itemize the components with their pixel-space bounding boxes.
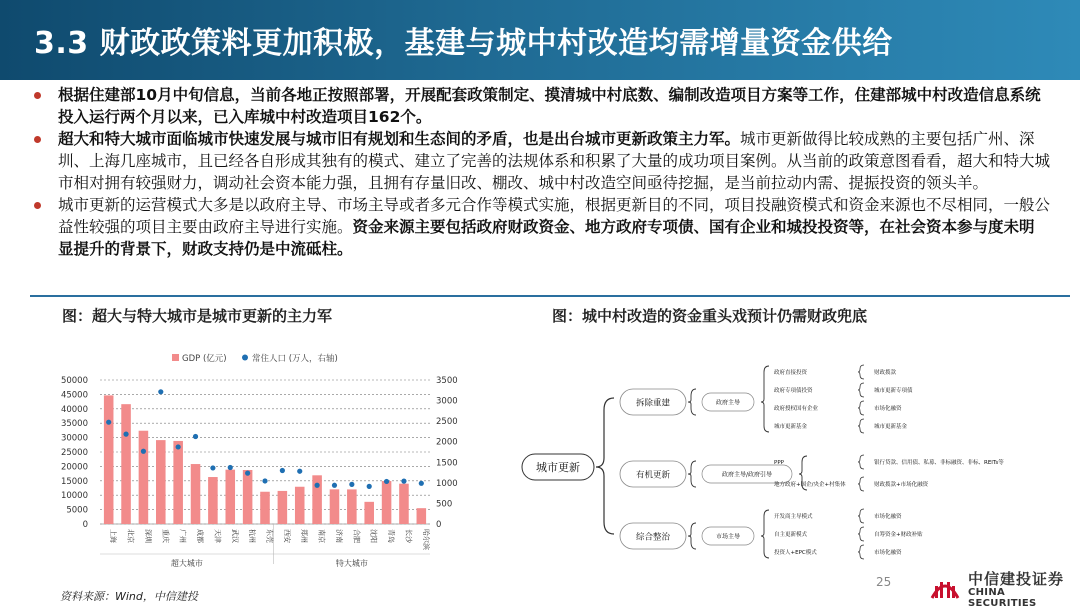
y-left-tick-label: 40000 — [60, 404, 88, 415]
x-tick-label: 天津 — [213, 529, 222, 543]
x-tick-label: 青岛 — [387, 529, 396, 543]
source-note: 资料来源：Wind，中信建投 — [60, 590, 198, 603]
group-label: 特大城市 — [335, 559, 368, 568]
y-left-tick-label: 20000 — [60, 462, 88, 473]
legend-dot-swatch — [242, 355, 248, 361]
y-right-tick-label: 3000 — [436, 396, 458, 407]
funding-source-label: 市场化融资 — [874, 406, 902, 412]
population-dot — [193, 434, 198, 439]
population-dot — [228, 465, 233, 470]
branch-node-label: 综合整治 — [635, 532, 671, 543]
branch-brace — [688, 523, 696, 549]
gdp-bar — [104, 395, 114, 524]
population-dot — [176, 444, 181, 449]
gdp-bar — [139, 431, 149, 524]
x-tick-label: 杭州 — [248, 529, 257, 543]
source-brace — [858, 401, 864, 415]
logo-text-en: CHINA SECURITIES — [968, 587, 1037, 609]
population-dot — [141, 449, 146, 454]
population-dot — [315, 483, 320, 488]
gdp-population-chart — [60, 336, 468, 576]
y-right-tick-label: 500 — [436, 499, 453, 510]
branch-brace — [688, 389, 696, 415]
x-tick-label: 长沙 — [404, 529, 413, 543]
x-tick-label: 武汉 — [230, 529, 239, 543]
bullet-3-text: 城市更新的运营模式大多是以政府主导、市场主导或者多元合作等模式实施，根据更新目的不同，项目投融资模式和资金来源也不尽相同，一般公益性较强的项目主要由政府主导进行实施。 — [58, 196, 1051, 236]
source-brace — [858, 455, 864, 469]
population-dot — [106, 420, 111, 425]
items-brace — [761, 510, 769, 558]
gdp-bar — [225, 470, 235, 524]
company-logo — [930, 568, 1070, 609]
mode-item-label: 政府授权国有企业 — [774, 406, 819, 412]
gdp-bar — [191, 464, 201, 524]
bullet-list — [30, 84, 1050, 260]
source-brace — [858, 365, 864, 379]
population-dot — [210, 465, 215, 470]
logo-mark-icon — [930, 574, 960, 600]
left-figure-title: 图：超大与特大城市是城市更新的主力军 — [62, 307, 333, 325]
page-title: 3.3 财政政策料更加积极，基建与城中村改造均需增量资金供给 — [34, 26, 893, 61]
funding-source-label: 自筹资金+财政补贴 — [874, 532, 923, 538]
items-brace — [761, 366, 769, 432]
funding-source-label: 城市更新基金 — [874, 424, 908, 430]
funding-source-label: 城市更新专项债 — [874, 388, 913, 394]
bullet-item-1 — [30, 84, 1050, 128]
y-left-tick-label: 10000 — [60, 491, 88, 502]
gdp-bar — [243, 470, 253, 524]
funding-source-label: 银行贷款、信用债、私募、非标融资、非标、REITs等 — [874, 460, 1004, 466]
x-tick-label: 成都 — [196, 529, 205, 543]
bullet-2-text: 城市更新做得比较成熟的主要包括广州、深圳、上海几座城市，且已经各自形成其独有的模式、建立了完善的法规体系和积累了大量的成功项目案例。从当前的政策意图看看，超大和特大城市相对拥有较强财力，调动社会资本能力强，且拥有存量旧改、棚改、城中村改造空间亟待挖掘，是当前拉动内需、提振投资的领头羊。 — [58, 130, 1051, 192]
y-left-tick-label: 50000 — [60, 376, 88, 386]
mode-node-label: 政府主导/政府引导 — [721, 471, 773, 479]
urban-renewal-diagram — [516, 350, 1056, 572]
bullet-dot — [34, 202, 41, 209]
population-dot — [280, 468, 285, 473]
x-tick-label: 合肥 — [352, 529, 361, 543]
bullet-dot — [34, 92, 41, 99]
gdp-bar — [399, 484, 409, 524]
mode-node-label: 政府主导 — [715, 399, 741, 407]
gdp-bar — [330, 489, 340, 524]
bullet-item-3 — [30, 194, 1050, 260]
x-tick-label: 上海 — [109, 529, 118, 543]
source-brace — [858, 545, 864, 559]
population-dot — [384, 479, 389, 484]
population-dot — [401, 479, 406, 484]
gdp-bar — [382, 481, 392, 524]
source-brace — [858, 419, 864, 433]
source-brace — [858, 383, 864, 397]
population-dot — [123, 432, 128, 437]
gdp-bar — [312, 475, 322, 524]
y-left-tick-label: 30000 — [60, 433, 88, 444]
x-tick-label: 西安 — [282, 529, 291, 543]
x-tick-label: 东莞 — [265, 529, 274, 543]
population-dot — [262, 478, 267, 483]
funding-source-label: 财政拨款 — [874, 370, 897, 376]
population-dot — [367, 484, 372, 489]
bullet-item-2 — [30, 128, 1050, 194]
population-dot — [419, 481, 424, 486]
mode-node-label: 市场主导 — [715, 533, 741, 541]
bullet-2-bold: 超大和特大城市面临城市快速发展与城市旧有规划和生态间的矛盾，也是出台城市更新政策主力军。 — [58, 130, 741, 148]
y-left-tick-label: 5000 — [66, 505, 88, 516]
gdp-bar — [364, 502, 374, 524]
branch-node-label: 拆除重建 — [635, 398, 671, 409]
source-brace — [858, 477, 864, 491]
funding-source-label: 市场化融资 — [874, 514, 902, 520]
mode-item-label: 地方政府+国企/央企+村集体 — [774, 482, 846, 488]
population-dot — [332, 483, 337, 488]
population-dot — [297, 469, 302, 474]
y-right-tick-label: 2000 — [436, 437, 458, 448]
x-tick-label: 北京 — [126, 529, 135, 543]
title-bar — [0, 0, 1080, 80]
x-tick-label: 郑州 — [300, 529, 309, 543]
gdp-bar — [173, 441, 183, 524]
bullet-1-bold: 根据住建部10月中旬信息，当前各地正按照部署，开展配套政策制定、摸清城中村底数、编制改造项目方案等工作，住建部城中村改造信息系统投入运行两个月以来，已入库城中村改造项目162个。 — [58, 86, 1041, 126]
root-node-label: 城市更新 — [536, 461, 580, 474]
population-dot — [158, 389, 163, 394]
root-brace — [596, 398, 614, 534]
mode-item-label: 投资人+EPC模式 — [774, 550, 817, 556]
gdp-bar — [156, 440, 166, 524]
page-number: 25 — [876, 575, 892, 589]
legend-bar-label: GDP (亿元) — [182, 354, 227, 364]
y-left-tick-label: 45000 — [60, 390, 88, 401]
y-right-tick-label: 0 — [436, 520, 442, 530]
x-tick-label: 广州 — [178, 529, 187, 543]
y-right-tick-label: 2500 — [436, 417, 458, 428]
y-left-tick-label: 0 — [82, 520, 88, 530]
bullet-dot — [34, 136, 41, 143]
logo-text-cn: 中信建投证券 — [968, 570, 1065, 588]
gdp-bar — [208, 477, 218, 524]
population-dot — [245, 471, 250, 476]
y-right-tick-label: 3500 — [436, 376, 458, 386]
x-tick-label: 重庆 — [161, 529, 170, 543]
x-tick-label: 南京 — [317, 529, 326, 543]
branch-node-label: 有机更新 — [635, 470, 671, 481]
mode-item-label: 政府专项债投资 — [774, 388, 813, 394]
x-tick-label: 沈阳 — [369, 529, 378, 543]
gdp-bar — [260, 492, 270, 524]
gdp-bar — [278, 491, 288, 524]
y-right-tick-label: 1000 — [436, 478, 458, 489]
gdp-bar — [417, 508, 427, 524]
group-label: 超大城市 — [170, 559, 203, 568]
gdp-bar — [347, 489, 357, 524]
mode-item-label: 自主更新模式 — [774, 532, 808, 538]
population-dot — [349, 482, 354, 487]
section-divider — [30, 295, 1070, 297]
y-right-tick-label: 1500 — [436, 458, 458, 469]
mode-item-label: 政府直接投资 — [774, 370, 808, 376]
mode-item-label: 城市更新基金 — [774, 424, 808, 430]
legend-bar-swatch — [172, 354, 179, 361]
x-tick-label: 哈尔滨 — [421, 529, 430, 550]
y-left-tick-label: 35000 — [60, 419, 88, 430]
funding-source-label: 财政拨款+市场化融资 — [874, 482, 929, 488]
source-brace — [858, 527, 864, 541]
x-tick-label: 济南 — [334, 529, 343, 543]
source-brace — [858, 509, 864, 523]
funding-source-label: 市场化融资 — [874, 550, 902, 556]
right-figure-title: 图：城中村改造的资金重头戏预计仍需财政兜底 — [552, 307, 868, 325]
y-left-tick-label: 15000 — [60, 476, 88, 487]
bullet-3-bold: 资金来源主要包括政府财政资金、地方政府专项债、国有企业和城投投资等，在社会资本参与度未明显提升的背景下，财政支持仍是中流砥柱。 — [58, 218, 1035, 258]
gdp-bar — [121, 404, 131, 524]
x-tick-label: 深圳 — [143, 529, 152, 543]
mode-item-label: PPP — [774, 460, 784, 466]
mode-item-label: 开发商主导模式 — [774, 514, 813, 520]
y-left-tick-label: 25000 — [60, 448, 88, 458]
legend-dot-label: 常住人口 (万人，右轴) — [252, 354, 338, 364]
branch-brace — [688, 461, 696, 487]
gdp-bar — [295, 487, 305, 524]
